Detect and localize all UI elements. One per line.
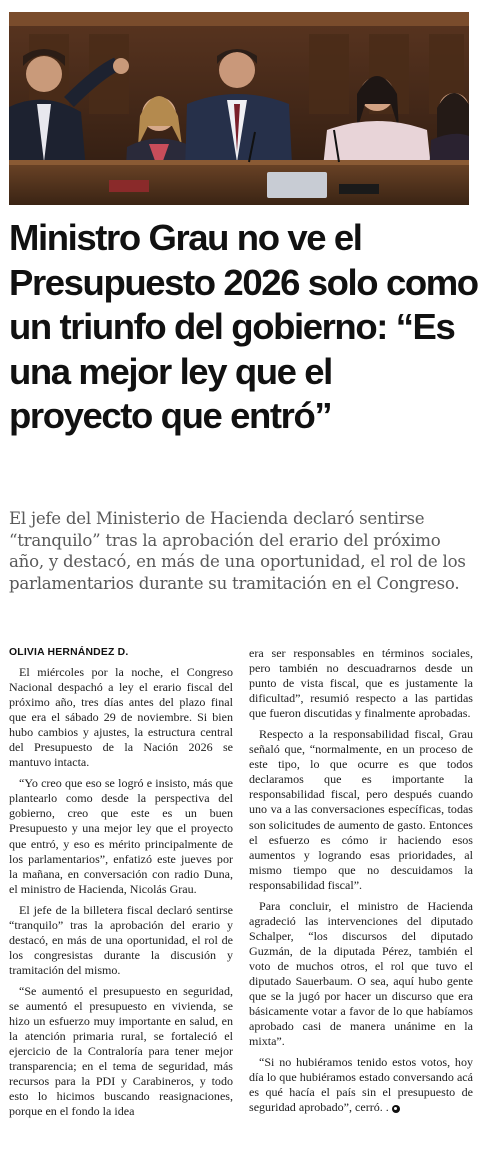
article-photo [9, 12, 469, 205]
article-lead: El jefe del Ministerio de Hacienda declaró sentirse “tranquilo” tras la aprobación del erario del próximo año, y destacó, en más de una oportunidad, el rol de los parlamentarios durante su tramitación en el Congreso. [9, 509, 466, 593]
byline: OLIVIA HERNÁNDEZ D. [9, 647, 129, 658]
body-paragraph: El jefe de la billetera fiscal declaró sentirse “tranquilo” tras la aprobación del erario y destacó, en más de una oportunidad, el rol de los congresistas durante la discusión y tramitación del mismo. [9, 902, 233, 977]
body-paragraph-final [249, 1055, 473, 1115]
body-paragraph-continued: era ser responsables en términos sociales, pero también no descuadrarnos desde un punto de vista fiscal, que es justamente la dificultad”, resumió respecto a las partidas que fueron discutidas y finalmente aprobadas. [249, 646, 473, 721]
body-paragraph: Respecto a la responsabilidad fiscal, Grau señaló que, “normalmente, en un proceso de este tipo, lo que ocurre es que todos declaramos que es importante la responsabilidad fiscal, pero después cuando uno va a las conversaciones específicas, todas son solicitudes de aumento de gasto. Entonces el esfuerzo es cómo ir haciendo esos aumentos y logrando esas prioridades, al mismo tiempo que no descuidamos la responsabilidad fiscal”. [249, 727, 473, 892]
body-paragraph: Para concluir, el ministro de Hacienda agradeció las intervenciones del diputado Schalper, “los discursos del diputado Guzmán, de la diputada Pérez, también el voto de muchos otros, el rol que tuvo el diputado Sauerbaum. O sea, aquí hubo gente que se la jugó por hacer un discurso que era básicamente votar a favor de lo que habíamos aprobado casi de manera unánime en la mixta”. [249, 898, 473, 1049]
body-paragraph: “Yo creo que eso se logró e insisto, más que plantearlo como desde la perspectiva del gobierno, creo que este es un buen Presupuesto y una mejor ley que el proyecto que entró, y eso es mérito principalmente de los parlamentarios”, enfatizó este jueves por la mañana, en conversación con radio Duna, el ministro de Hacienda, Nicolás Grau. [9, 776, 233, 896]
article-headline: Ministro Grau no ve el Presupuesto 2026 solo como un triunfo del gobierno: “Es una mejor ley que el proyecto que entró” [9, 217, 478, 436]
body-column-right [249, 646, 473, 1121]
body-column-left [9, 646, 233, 1125]
final-paragraph-text: “Si no hubiéramos tenido estos votos, hoy día lo que hubiéramos estado conversando acá es qué hacía el país sin el presupuesto de seguridad aprobado”, cerró. . [249, 1055, 473, 1115]
body-paragraph: “Se aumentó el presupuesto en seguridad, se aumentó el presupuesto en vivienda, se hizo un esfuerzo muy importante en salud, en la atención primaria rural, se fortaleció el ejercicio de la Contraloría para tener mejor transparencia; en el tema de seguridad, más recursos para la PDI y Carabineros, y todo esto lo hicimos buscando reasignaciones, porque en el fondo la idea [9, 983, 233, 1119]
end-of-article-icon [392, 1105, 400, 1113]
parliament-photo-illustration [9, 12, 469, 205]
article-body [9, 646, 474, 1151]
body-paragraph: El miércoles por la noche, el Congreso Nacional despachó a ley el erario fiscal del próximo año, tres días antes del plazo final que era el sábado 29 de noviembre. Si bien hubo cambios y ajustes, la estructura central del Presupuesto de la Nación 2026 se mantuvo intacta. [9, 665, 233, 770]
